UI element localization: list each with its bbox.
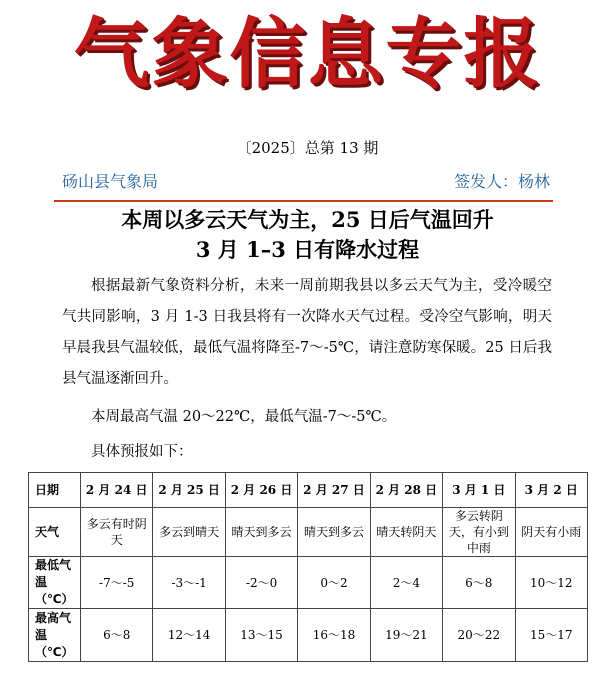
high-temp-cell: 13～15 xyxy=(225,609,297,662)
table-row-date xyxy=(29,473,588,508)
weather-cell: 阴天有小雨 xyxy=(515,508,587,557)
date-cell: 2 月 28 日 xyxy=(370,473,442,508)
weather-cell: 多云到晴天 xyxy=(153,508,225,557)
low-temp-cell: 10～12 xyxy=(515,557,587,609)
high-temp-cell: 16～18 xyxy=(298,609,370,662)
low-temp-cell: 6～8 xyxy=(443,557,515,609)
table-row-high-temp xyxy=(29,609,588,662)
issuer-row xyxy=(62,170,550,194)
date-cell: 2 月 26 日 xyxy=(225,473,297,508)
masthead-title: 气象信息专报 xyxy=(73,9,542,98)
issue-number: 〔2025〕总第 13 期 xyxy=(236,139,379,157)
body-paragraph-2: 本周最高气温 20～22℃，最低气温-7～-5℃。 xyxy=(91,409,397,425)
high-temp-cell: 12～14 xyxy=(153,609,225,662)
issuer-name: 砀山县气象局 xyxy=(62,172,159,191)
low-temp-cell: 2～4 xyxy=(370,557,442,609)
signer-name: 签发人：杨林 xyxy=(453,172,550,191)
date-cell: 3 月 1 日 xyxy=(443,473,515,508)
table-row-weather xyxy=(29,508,588,557)
row-label-weather: 天气 xyxy=(29,508,81,557)
row-label-date: 日期 xyxy=(29,473,81,508)
date-cell: 3 月 2 日 xyxy=(515,473,587,508)
weather-cell: 晴天到多云 xyxy=(225,508,297,557)
weather-cell: 晴天到多云 xyxy=(298,508,370,557)
red-divider xyxy=(54,200,553,202)
high-temp-cell: 15～17 xyxy=(515,609,587,662)
forecast-table xyxy=(28,472,588,662)
weather-cell: 晴天转阴天 xyxy=(370,508,442,557)
row-label-high-temp: 最高气温（℃） xyxy=(29,609,81,662)
weather-cell: 多云有时阴天 xyxy=(81,508,153,557)
date-cell: 2 月 25 日 xyxy=(153,473,225,508)
low-temp-cell: -2～0 xyxy=(225,557,297,609)
high-temp-cell: 6～8 xyxy=(81,609,153,662)
date-cell: 2 月 24 日 xyxy=(81,473,153,508)
high-temp-cell: 19～21 xyxy=(370,609,442,662)
low-temp-cell: 0～2 xyxy=(298,557,370,609)
weather-cell: 多云转阴天，有小到中雨 xyxy=(443,508,515,557)
low-temp-cell: -7～-5 xyxy=(81,557,153,609)
row-label-low-temp: 最低气温（℃） xyxy=(29,557,81,609)
body-paragraph-3: 具体预报如下： xyxy=(91,444,193,460)
low-temp-cell: -3～-1 xyxy=(153,557,225,609)
headline-line-1: 本周以多云天气为主，25 日后气温回升 xyxy=(121,207,494,232)
headline-line-2: 3 月 1–3 日有降水过程 xyxy=(195,237,420,262)
date-cell: 2 月 27 日 xyxy=(298,473,370,508)
table-row-low-temp xyxy=(29,557,588,609)
body-paragraph-1: 根据最新气象资料分析，未来一周前期我县以多云天气为主，受冷暖空气共同影响，3 月 1-3 日我县将有一次降水天气过程。受冷空气影响，明天早晨我县气温较低，最低气温将降至-7～-5℃，请注意防寒保暖。25 日后我县气温逐渐回升。 xyxy=(62,278,552,387)
high-temp-cell: 20～22 xyxy=(443,609,515,662)
